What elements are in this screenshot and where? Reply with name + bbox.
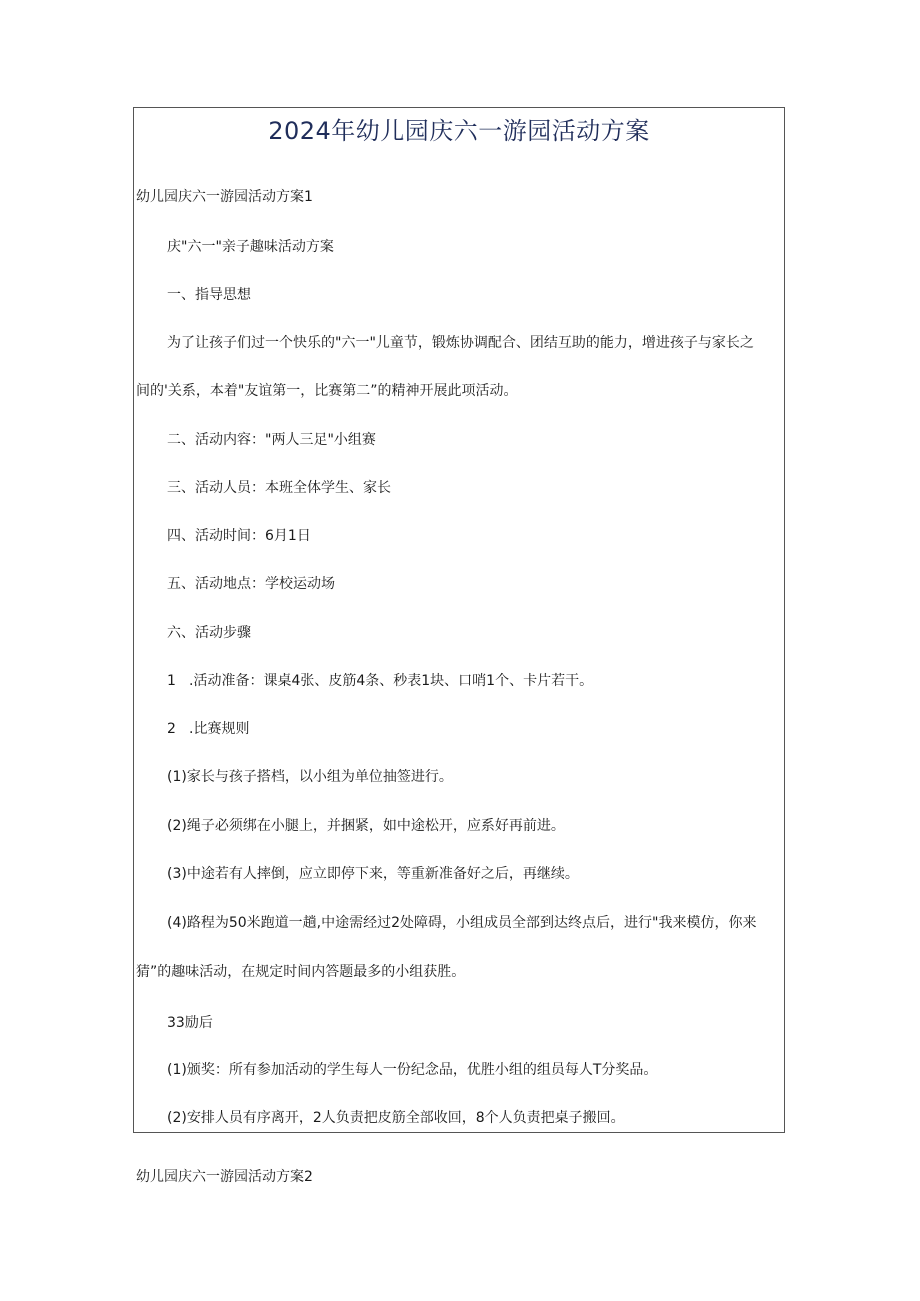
step-2-text: .比赛规则: [189, 721, 250, 737]
activity-content: 二、活动内容："两人三足"小组赛: [167, 432, 376, 448]
rule-4-line-2: 猜”的趣味活动，在规定时间内答题最多的小组获胜。: [136, 964, 466, 980]
award-1: (1)颁奖：所有参加活动的学生每人一份纪念品，优胜小组的组员每人T分奖品。: [167, 1062, 658, 1078]
rule-4-line-1: (4)路程为50米跑道一趟,中途需经过2处障碍，小组成员全部到达终点后，进行"我来模仿，你来: [167, 915, 757, 931]
step-1-text: .活动准备：课桌4张、皮筋4条、秒表1块、口哨1个、卡片若干。: [189, 673, 594, 689]
guiding-heading: 一、指导思想: [167, 287, 251, 303]
rule-3: (3)中途若有人摔倒，应立即停下来，等重新准备好之后，再继续。: [167, 866, 579, 882]
guiding-paragraph-line-1: 为了让孩子们过一个快乐的"六一"儿童节，锻炼协调配合、团结互助的能力，增进孩子与家长之: [167, 335, 754, 351]
award-2: (2)安排人员有序离开，2人负责把皮筋全部收回，8个人负责把桌子搬回。: [167, 1110, 625, 1126]
guiding-paragraph-line-2: 间的'关系，本着"友谊第一，比赛第二”的精神开展此项活动。: [136, 383, 518, 399]
activity-time: 四、活动时间：6月1日: [167, 528, 311, 544]
step-1-number: 1: [167, 673, 176, 689]
steps-heading: 六、活动步骤: [167, 625, 251, 641]
activity-people: 三、活动人员：本班全体学生、家长: [167, 480, 391, 496]
rule-1: (1)家长与孩子搭档，以小组为单位抽签进行。: [167, 769, 453, 785]
step-2-number: 2: [167, 721, 176, 737]
document-title: 2024年幼儿园庆六一游园活动方案: [268, 117, 650, 145]
section-2-heading: 幼儿园庆六一游园活动方案2: [136, 1169, 313, 1185]
activity-place: 五、活动地点：学校运动场: [167, 576, 335, 592]
rule-2: (2)绳子必须绑在小腿上，并捆紧，如中途松开，应系好再前进。: [167, 818, 565, 834]
section-1-heading: 幼儿园庆六一游园活动方案1: [136, 189, 313, 205]
plan-subtitle: 庆"六一"亲子趣味活动方案: [167, 239, 334, 255]
step-3-heading: 33励后: [167, 1015, 213, 1031]
